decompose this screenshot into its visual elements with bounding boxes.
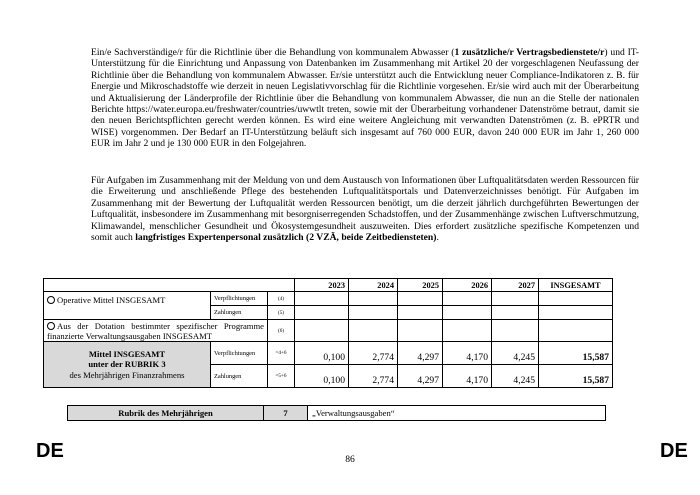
pay-value: 4,170 bbox=[443, 365, 492, 388]
table-row bbox=[44, 292, 613, 306]
row-type-label: Verpflichtungen bbox=[211, 342, 268, 365]
value-cell bbox=[295, 320, 349, 342]
paragraph-bold-text: langfristiges Expertenpersonal zusätzlich (2 VZÄ, beide Zeitbediensteten) bbox=[135, 232, 437, 244]
dotation-label: Aus der Dotation bestimmter spezifischer Programme finanzierte Verwaltungsausgaben INSGESAMT bbox=[47, 320, 264, 341]
commit-total: 15,587 bbox=[539, 342, 613, 365]
pay-value: 2,774 bbox=[349, 365, 398, 388]
mittel-line3: des Mehrjährigen Finanzrahmens bbox=[69, 369, 185, 380]
value-cell bbox=[349, 306, 398, 320]
year-header: 2026 bbox=[443, 279, 492, 292]
value-cell bbox=[398, 292, 443, 306]
language-code-left: DE bbox=[36, 440, 64, 462]
paragraph-text: ) und IT-Unterstützung für die Einrichtung und Anpassung von Datenbanken im Zusammenhang mit Artikel 20 der vorgeschlagenen Neufassung der Richtlinie über die Behandlung von kommunalem Abwasser. Er/sie unterstützt auch die Entwicklung neuer Compliance-Indikatoren z. B. für Energie und Mikroschadstoffe wie derzeit in neuen Legislativvorschlag für die Richtlinie vorgesehen. Er/sie wird auch mit der Überarbeitung und Aktualisierung der Länderprofile der Richtlinie über die Behandlung von kommunalem Abwasser, die nun an die Stelle der nationalen Berichte https://water.europa.eu/freshwater/countries/uwwtlt treten, sowie mit der Überarbeitung vorhandener Datenströme betraut, damit sie den neuen Berichtspflichten gerecht werden können. Es wird eine weitere Angleichung mit verwandten Datenströmen (z. B. ePRTR und WISE) vorgenommen. Der Bedarf an IT-Unterstützung beläuft sich insgesamt auf 760 000 EUR, davon 240 000 EUR im Jahr 1, 260 000 EUR im Jahr 2 und je 130 000 EUR in den Folgejahren. bbox=[91, 47, 639, 150]
year-header: 2025 bbox=[398, 279, 443, 292]
value-cell bbox=[539, 292, 613, 306]
row-ref: (4) bbox=[268, 292, 295, 306]
table-row bbox=[44, 342, 613, 365]
pay-value: 0,100 bbox=[295, 365, 349, 388]
language-code-right: DE bbox=[660, 440, 688, 462]
paragraph-bold-text: 1 zusätzliche/r Vertragsbedienstete/r bbox=[454, 47, 605, 58]
operative-label: Operative Mittel INSGESAMT bbox=[57, 295, 166, 305]
row-ref: =5+6 bbox=[268, 365, 295, 388]
value-cell bbox=[398, 306, 443, 320]
row-ref: =4+6 bbox=[268, 342, 295, 365]
commit-value: 4,297 bbox=[398, 342, 443, 365]
year-header: 2023 bbox=[295, 279, 349, 292]
rubrik-number: 7 bbox=[264, 406, 308, 421]
value-cell bbox=[349, 320, 398, 342]
pay-value: 4,297 bbox=[398, 365, 443, 388]
paragraph-text: . bbox=[436, 232, 439, 244]
commit-value: 0,100 bbox=[295, 342, 349, 365]
row-type-label: Verpflichtungen bbox=[211, 292, 268, 306]
rubrik-title: „Verwaltungsausgaben“ bbox=[308, 406, 606, 421]
table-row bbox=[68, 406, 606, 421]
rubrik-table bbox=[67, 405, 606, 421]
paragraph-text: Für Aufgaben im Zusammenhang mit der Meldung von und dem Austausch von Informationen über Luftqualitätsdaten werden Ressourcen für die Erweiterung und anschließende Pflege des bestehenden Luftqualitätsportals und Datenverzeichnisses benötigt. Für Aufgaben im Zusammenhang mit der Bewertung der Luftqualität werden Ressourcen benötigt, um die derzeit jährlich durchgeführten Bewertungen der Luftqualität, insbesondere im Zusammenhang mit besorgniserregenden Schadstoffen, und der Zusammenhänge zwischen Luftverschmutzung, Klimawandel, menschlicher Gesundheit und Ökosystemgesundheit auszuweiten. Dies erfordert zusätzliche spezifische Kompetenzen und somit auch bbox=[91, 175, 639, 244]
value-cell bbox=[295, 292, 349, 306]
pay-value: 4,245 bbox=[492, 365, 539, 388]
mittel-line2: unter der RUBRIK 3 bbox=[88, 359, 166, 370]
value-cell bbox=[492, 292, 539, 306]
paragraph-text: Ein/e Sachverständige/r für die Richtlinie über die Behandlung von kommunalem Abwasser ( bbox=[91, 47, 455, 58]
year-header: 2027 bbox=[492, 279, 539, 292]
circle-bullet-icon bbox=[47, 322, 55, 330]
value-cell bbox=[349, 292, 398, 306]
value-cell bbox=[492, 306, 539, 320]
mittel-label-cell bbox=[44, 342, 211, 388]
row-type-label: Zahlungen bbox=[211, 306, 268, 320]
commit-value: 4,245 bbox=[492, 342, 539, 365]
value-cell bbox=[492, 320, 539, 342]
operative-label-cell bbox=[44, 292, 211, 320]
page-number: 86 bbox=[345, 454, 355, 465]
commit-value: 2,774 bbox=[349, 342, 398, 365]
circle-bullet-icon bbox=[47, 296, 55, 304]
dotation-label-cell bbox=[44, 320, 268, 342]
value-cell bbox=[443, 306, 492, 320]
mittel-line1: Mittel INSGESAMT bbox=[88, 348, 166, 359]
year-header: 2024 bbox=[349, 279, 398, 292]
value-cell bbox=[295, 306, 349, 320]
financial-table bbox=[43, 278, 613, 388]
rubrik-label: Rubrik des Mehrjährigen bbox=[68, 406, 264, 421]
table-row bbox=[44, 320, 613, 342]
row-ref: (5) bbox=[268, 306, 295, 320]
value-cell bbox=[443, 320, 492, 342]
pay-total: 15,587 bbox=[539, 365, 613, 388]
row-ref: (6) bbox=[268, 320, 295, 342]
value-cell bbox=[398, 320, 443, 342]
paragraph-luftqualitaet bbox=[91, 175, 639, 243]
row-type-label: Zahlungen bbox=[211, 365, 268, 388]
paragraph-sachverstaendige bbox=[91, 47, 639, 150]
header-empty-cell bbox=[44, 279, 295, 292]
value-cell bbox=[539, 320, 613, 342]
commit-value: 4,170 bbox=[443, 342, 492, 365]
table-header-row bbox=[44, 279, 613, 292]
value-cell bbox=[539, 306, 613, 320]
value-cell bbox=[443, 292, 492, 306]
total-header: INSGESAMT bbox=[539, 279, 613, 292]
